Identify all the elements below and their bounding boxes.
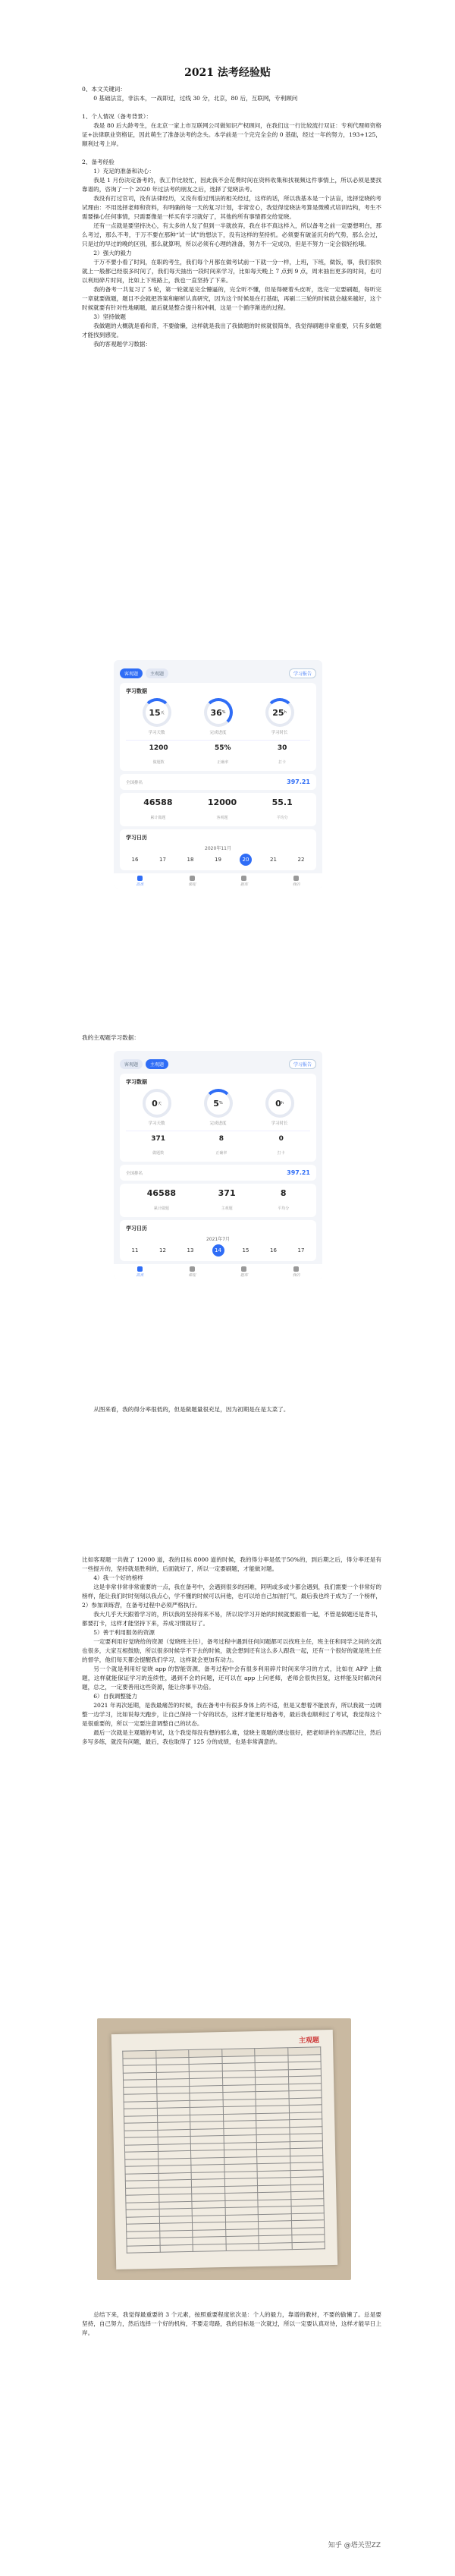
subsection-5-paragraph-2: 另一个就是利用好觉晓 app 的智能资源，备考过程中会有很多利用碎片时间来学习的方式，比如在 APP 上做题，这样就能保证学习的连续性，遇到不会的问题，还可以在 app 上问老师，老师会很快回复，这样能及时解决问题，总之，一定要善用这些资源，能让你事半功倍。 [82,1665,381,1691]
study-data-title: 学习数据 [126,1079,147,1085]
totals-card [120,1184,316,1217]
section-0-keywords: 0 基础法宣，非法本，一战即过，过线 30 分，北京，80 后，互联网，专利顾问 [93,95,298,102]
rank-card [120,1165,316,1181]
nav-courses[interactable]: 课程 [188,876,196,887]
calendar-day[interactable]: 15 [242,1247,249,1253]
calendar-day-selected[interactable]: 14 [212,1244,224,1257]
ring-study-days: 0 天 [143,1089,171,1118]
study-log-paper [111,2030,337,2269]
nav-profile[interactable]: 我的 [293,876,300,887]
calendar-month: 2020年11月 [205,846,231,851]
tab-subjective[interactable]: 主观题 [146,668,168,678]
article-title: 2021 法考经验贴 [184,67,271,79]
ring-progress: 36 % [204,698,233,727]
subsection-1-heading: 1）充足的准备和决心： [93,168,155,175]
study-log-cell [292,2241,325,2249]
objective-stats-screenshot [114,660,322,889]
stat-accuracy: 8 正确率 [215,1135,228,1156]
calendar-day[interactable]: 12 [159,1247,166,1253]
article-body-bottom [82,1555,381,1747]
calendar-day[interactable]: 16 [270,1247,277,1253]
list-icon [241,1266,246,1272]
section-2-heading: 2、备考经验 [82,159,115,165]
study-report-button[interactable]: 学习报告 [289,1059,316,1069]
study-log-cell [127,2245,160,2253]
subsection-4-paragraph-2: 我大几乎天天跟着学习的，所以我的坚持得来不易，所以说学习开始的时候就要跟着一起，不管是做题还是背书，都要打卡，这样才能坚持下来，养成习惯就好了。 [82,1611,381,1627]
subsection-4-paragraph-1: 这是非常非常非常重要的一点，我在备考中，会遇到很多的困难，阿明或多或少都会遇到，我们需要一个非常好的榜样，能让我们时时刻刻以我点心，学不懂的时候可以问他，也可以给自己加油打气，最后我也终于成为了一个榜样，2）参加训练营，在备考过程中必须严格执行。 [82,1584,381,1609]
calendar-day[interactable]: 17 [159,857,166,863]
tab-subjective[interactable]: 主观题 [146,1059,168,1069]
user-icon [293,1266,299,1272]
calendar-day[interactable]: 16 [131,857,139,863]
stat-checkin: 0 打卡 [277,1135,285,1156]
calendar-day[interactable]: 19 [215,857,221,863]
study-log-cell [160,2244,193,2252]
ring-label: 学习天数 [148,731,165,735]
subjective-caption-block [82,1033,381,1043]
home-icon [137,876,143,881]
subjective-count: 371 主观题 [218,1188,236,1211]
study-log-table [122,2046,325,2253]
ring-label: 学习时长 [271,1121,288,1126]
book-icon [190,1266,195,1272]
subsection-1-paragraph-3: 还有一点就是要坚持决心，有太多的人发了但到一半就放弃，我在非不真这样入，所以备考之前一定要想明白，那么考过，那么不考，于万不要在那种“试一试”的想法下，没有这样的坚持机。必须要有破釜沉舟的气势，那么会过，只是过的早过的晚的区别，那么就算明，所以必须有心理的准备，努力不一定成功，但是不努力一定会很轻松哦。 [82,222,381,247]
ring-progress: 5 % [204,1089,233,1118]
ring-hours: 0 h [265,1089,294,1118]
summary-block [82,2310,381,2338]
objective-count: 12000 客观题 [207,797,237,820]
nav-questions[interactable]: 题库 [240,876,248,887]
ring-hours: 25 h [265,698,294,727]
study-log-cell [193,2244,226,2251]
study-data-card [120,683,316,771]
average-score: 55.1 平均分 [271,797,293,820]
stat-questions: 371 做题数 [151,1135,165,1156]
average-score: 8 平均分 [278,1188,290,1211]
subsection-1-paragraph-1: 我是 1 月份决定备考的，我工作比较忙，因此我不会花费时间在资料收集和找视频这件事情上，所以必须是要找靠谱的，咨询了一个 2020 年过法考的朋友之后，选择了觉晓法考。 [82,177,381,193]
ring-label: 学习时长 [271,731,288,735]
calendar-month: 2021年7月 [206,1237,231,1242]
ring-label: 完成进度 [209,1121,227,1126]
calendar-day[interactable]: 21 [270,857,277,863]
calendar-title: 学习日历 [126,1225,147,1231]
study-log-cell [259,2242,292,2250]
subsection-2-paragraph-2: 我的备考一共复习了 5 轮，第一轮就是完全懵逼的，完全听不懂，但是得硬着头皮听，选完一定要刷题，每听完一章就要做题，题目不会就把答案和解析认真研究，因为这个时候是在打基础，再刷二三轮的时候就会越来越好，这个时候就要有针对性地刷题，最后就是整合提升和冲刺，这是一个循序渐进的过程。 [82,286,381,311]
subjective-data-caption: 我的主观题学习数据： [82,1034,140,1041]
user-icon [293,876,299,881]
subsection-2-paragraph-1: 于万不要小看了时间，在职的考生，我们每个月都在做考试前一下就一分一样，上班，下班，做饭，事，我们很快就上一般都已经很多时间了，我们每天抽出一段时间来学习，比如每天晚上 7 点到 9 点，周末抽出更多的时间，也可以利用碎片时间，比如上下班路上，我也一直坚持了下来。 [82,259,381,284]
zhihu-watermark: 知乎 @塔关翌ZZ [328,2542,381,2549]
home-icon [137,1266,143,1272]
list-icon [241,876,246,881]
calendar-day[interactable]: 13 [187,1247,194,1253]
total-questions: 46588 累计做题 [146,1188,177,1211]
calendar-day[interactable]: 11 [131,1247,139,1253]
study-data-card [120,1074,316,1162]
subsection-5-heading: 5）善于利用服务的资源 [93,1629,155,1636]
objective-data-caption: 我的客观题学习数据： [93,341,152,348]
rank-value: 397.21 [287,1169,310,1176]
calendar-card [120,1220,316,1261]
rank-value: 397.21 [287,778,310,785]
section-0-heading: 0、本文关键词： [82,86,126,93]
tab-objective[interactable]: 客观题 [120,1059,143,1069]
subsection-3-heading: 3）坚持做题 [93,313,126,320]
calendar-day[interactable]: 22 [297,857,305,863]
stat-questions: 1200 做题数 [149,744,168,765]
calendar-card [120,829,316,870]
subsection-1-paragraph-2: 我没有打过官司，没有法律经历，又没有看过刑法的相关经过，这样的话，所以我基本是一个法盲，选择觉晓的考试理由：不用选择老师和资料，有明确的每一天的复习计划，非常安心，我觉得觉晓法考算是微模式培训结构，考生不需要操心任何事情，只需要像是一样买有学习就好了，其他的所有事情都交给觉晓。 [82,195,381,220]
subjective-stats-screenshot [114,1051,322,1279]
study-report-button[interactable]: 学习报告 [289,668,316,678]
calendar-day-selected[interactable]: 20 [240,854,252,866]
calendar-day[interactable]: 18 [187,857,194,863]
rank-label: 全国排名 [126,780,143,785]
calendar-day[interactable]: 17 [297,1247,305,1253]
ring-label: 学习天数 [148,1121,165,1126]
study-data-title: 学习数据 [126,688,147,694]
nav-home[interactable]: 首页 [136,876,143,887]
totals-card [120,793,316,826]
section-1-heading: 1、个人情况（备考背景）： [82,113,152,120]
article-body-top [82,85,381,349]
tab-objective[interactable]: 客观题 [120,668,143,678]
rank-label: 全国排名 [126,1171,143,1176]
study-log-photo [97,2018,351,2280]
score-rate-note: 从图来看，我的得分率很低的，但是做题量很充足，因为初期是在是太菜了。 [93,1406,290,1413]
nav-profile[interactable]: 我的 [293,1266,300,1278]
nav-courses[interactable]: 课程 [188,1266,196,1278]
bottom-nav [114,1264,322,1279]
question-count-paragraph: 比如客观题一共做了 12000 道，我的目标 8000 道的时候，我的得分率是低于50%的，到后期之后，得分率还是有一些提升的，坚持就是胜利的，后面就好了，所以一定要刷题，才能做对题。 [82,1556,381,1572]
subsection-6-heading: 6）自我调整能力 [93,1693,138,1700]
nav-questions[interactable]: 题库 [240,1266,248,1278]
stat-checkin: 30 打卡 [277,744,287,765]
subsection-4-heading: 4）我一个好的榜样 [93,1574,143,1581]
subsection-2-heading: 2）强大的毅力 [93,250,132,256]
book-icon [190,876,195,881]
section-1-paragraph: 我是 80 后大龄考生，在北京一家上市互联网公司做知识产权顾问，在我们这一行比较流行双证：专利代理师资格证+法律职业资格证，因此萌生了准备法考的念头。本学前是一个完完全全的 0 基础，经过一年的努力，193+125，顺利过考上岸。 [82,122,381,147]
rank-card [120,774,316,790]
stat-accuracy: 55% 正确率 [214,744,231,765]
total-questions: 46588 累计做题 [143,797,173,820]
subsection-6-paragraph-1: 2021 年再次延期，是我最痛苦的时候，我在备考中有很多身体上的不适，但是又想着不能放弃，所以我就一边调整一边学习，比如说每天跑步，让自己保持一个好的状态，这样才能更好地备考，最后我也顺利过了考试，我觉得这个是很重要的，所以一定要注意调整自己的状态。 [82,1702,381,1727]
bottom-nav [114,873,322,889]
study-log-cell [226,2243,259,2250]
subsection-6-paragraph-2: 最后一次就是主观题的考试，这个我觉得没有想的那么难，觉晓主观题的课也很好，把老师讲的东西都记住，然后多写多练，就没有问题，最后，我也取得了 125 分的成绩，也是非常满意的。 [82,1729,381,1745]
nav-home[interactable]: 首页 [136,1266,143,1278]
subsection-3-paragraph-1: 我做题的大概就是看和背，不要偷懒，这样就是我出了我做题的时候就很简单，我觉得刷题非常重要，只有多做题才能找到感觉。 [82,322,381,338]
ring-study-days: 15 天 [143,698,171,727]
calendar-title: 学习日历 [126,835,147,841]
ring-label: 完成进度 [209,731,227,735]
subsection-5-paragraph-1: 一定要利用好觉晓给的资源（觉晓班主任），备考过程中遇到任何问题都可以找班主任，班主任和同学之间的交流也很多，大家互相鼓励，所以很多时候学不下去的时候，就会想到还有这么多人跟我一起，还有一个很好的就是班主任的督学，他们每天都会提醒我们学习，这样就会更加有动力。 [82,1638,381,1663]
after-screenshot-text [82,1405,381,1414]
summary-paragraph: 总结下来，我觉得最重要的 3 个元素，按照重要程度依次是：个人的毅力，靠谱的教材，不要的偷懒了。总是要坚持，自己努力，然后选择一个好的机构，不要走弯路，我的目标是一次就过，所以一定要认真对待，这样才能早日上岸。 [82,2311,381,2336]
photo-stamp: 主观题 [298,2037,320,2045]
